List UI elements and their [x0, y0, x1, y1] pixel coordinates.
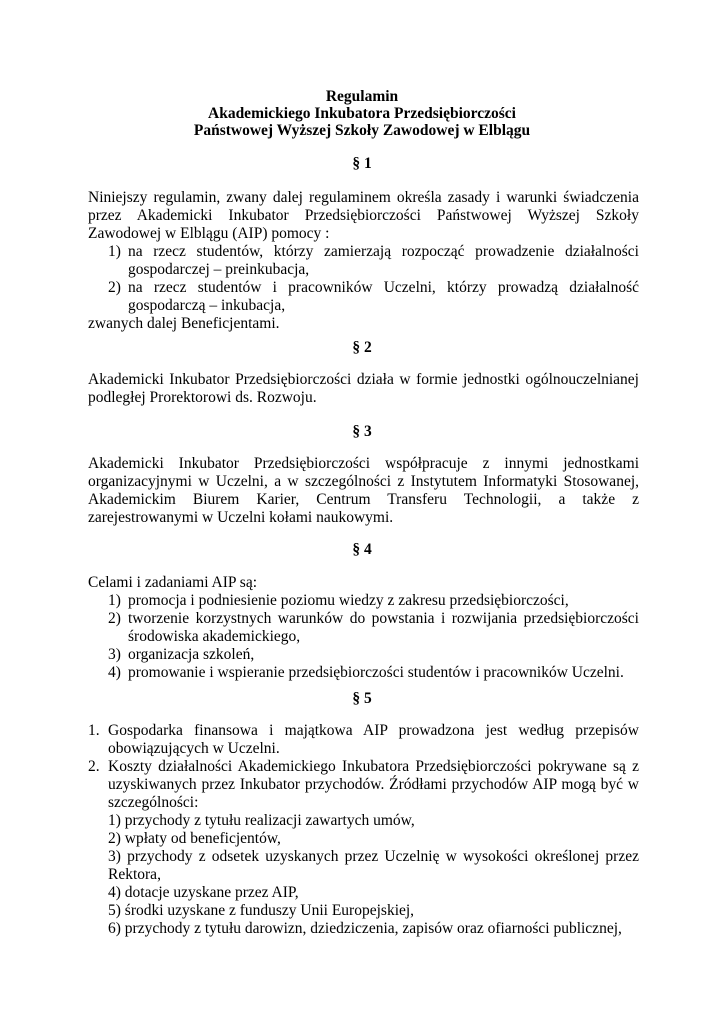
section-3-body	[88, 455, 639, 527]
section-1-heading: § 1	[352, 155, 372, 172]
paragraph-text: Koszty działalności Akademickiego Inkubatora Przedsiębiorczości pokrywane są z uzyskiwanych przez Inkubator przychodów. Źródłami przychodów AIP mogą być w szczególności:	[108, 758, 639, 811]
paragraph-item	[88, 758, 639, 812]
section-4-heading: § 4	[352, 541, 372, 558]
section-5-body	[88, 722, 639, 938]
list-item-number: 3)	[108, 646, 121, 663]
doc-title-line1: Regulamin	[325, 88, 399, 105]
section-4-body	[88, 574, 639, 682]
list-item-number: 1)	[108, 592, 121, 609]
income-source-item: 6) przychody z tytułu darowizn, dziedziczenia, zapisów oraz ofiarności publicznej,	[108, 920, 622, 937]
list-item-text: na rzecz studentów, którzy zamierzają rozpocząć prowadzenie działalności gospodarczej – preinkubacja,	[128, 243, 639, 278]
paragraph-item	[88, 722, 639, 758]
list-item	[88, 610, 639, 646]
income-source-item: 3) przychody z odsetek uzyskanych przez Uczelnię w wysokości określonej przez Rektora,	[108, 848, 639, 883]
section-2-heading: § 2	[352, 339, 372, 356]
doc-title-line3: Państwowej Wyższej Szkoły Zawodowej w Elblągu	[193, 122, 531, 139]
income-source-item: 4) dotacje uzyskane przez AIP,	[108, 884, 299, 901]
section-4-intro: Celami i zadaniami AIP są:	[88, 574, 258, 591]
list-item-number: 2)	[108, 610, 121, 627]
section-1-body	[88, 189, 639, 333]
list-item	[88, 646, 639, 664]
section-1-outro: zwanych dalej Beneficjentami.	[88, 315, 280, 332]
doc-title-line2: Akademickiego Inkubatora Przedsiębiorczości	[208, 105, 516, 122]
paragraph-number: 1.	[88, 722, 100, 739]
list-item-text: organizacja szkoleń,	[128, 646, 255, 663]
list-item-text: promowanie i wspieranie przedsiębiorczości studentów i pracowników Uczelni.	[128, 664, 624, 681]
list-item	[88, 664, 639, 682]
income-source-item: 2) wpłaty od beneficjentów,	[108, 830, 281, 847]
section-5-heading: § 5	[352, 690, 372, 707]
list-item-text: promocja i podniesienie poziomu wiedzy z zakresu przedsiębiorczości,	[128, 592, 569, 609]
income-source-item: 5) środki uzyskane z funduszy Unii Europejskiej,	[108, 902, 415, 919]
section-3-heading: § 3	[352, 423, 372, 440]
list-item	[88, 243, 639, 279]
list-item-text: na rzecz studentów i pracowników Uczelni, którzy prowadzą działalność gospodarczą – inkubacja,	[128, 279, 639, 314]
paragraph-number: 2.	[88, 758, 100, 775]
list-item-number: 4)	[108, 664, 121, 681]
list-item	[88, 279, 639, 315]
income-source-item: 1) przychody z tytułu realizacji zawartych umów,	[108, 812, 415, 829]
list-item-number: 1)	[108, 243, 121, 260]
paragraph-text: Gospodarka finansowa i majątkowa AIP prowadzona jest według przepisów obowiązujących w Uczelni.	[108, 722, 639, 757]
list-item	[88, 592, 639, 610]
section-3-text: Akademicki Inkubator Przedsiębiorczości współpracuje z innymi jednostkami organizacyjnymi w Uczelni, a w szczególności z Instytutem Informatyki Stosowanej, Akademickim Biurem Karier, Centrum Transferu Technologii, a także z zarejestrowanymi w Uczelni kołami naukowymi.	[88, 455, 639, 526]
section-2-body	[88, 371, 639, 407]
section-2-text: Akademicki Inkubator Przedsiębiorczości działa w formie jednostki ogólnouczelnianej podległej Prorektorowi ds. Rozwoju.	[88, 371, 639, 406]
list-item-text: tworzenie korzystnych warunków do powstania i rozwijania przedsiębiorczości środowiska akademickiego,	[128, 610, 639, 645]
section-1-intro: Niniejszy regulamin, zwany dalej regulaminem określa zasady i warunki świadczenia przez Akademicki Inkubator Przedsiębiorczości Państwowej Wyższej Szkoły Zawodowej w Elblągu (AIP) pomocy :	[88, 189, 639, 242]
list-item-number: 2)	[108, 279, 121, 296]
